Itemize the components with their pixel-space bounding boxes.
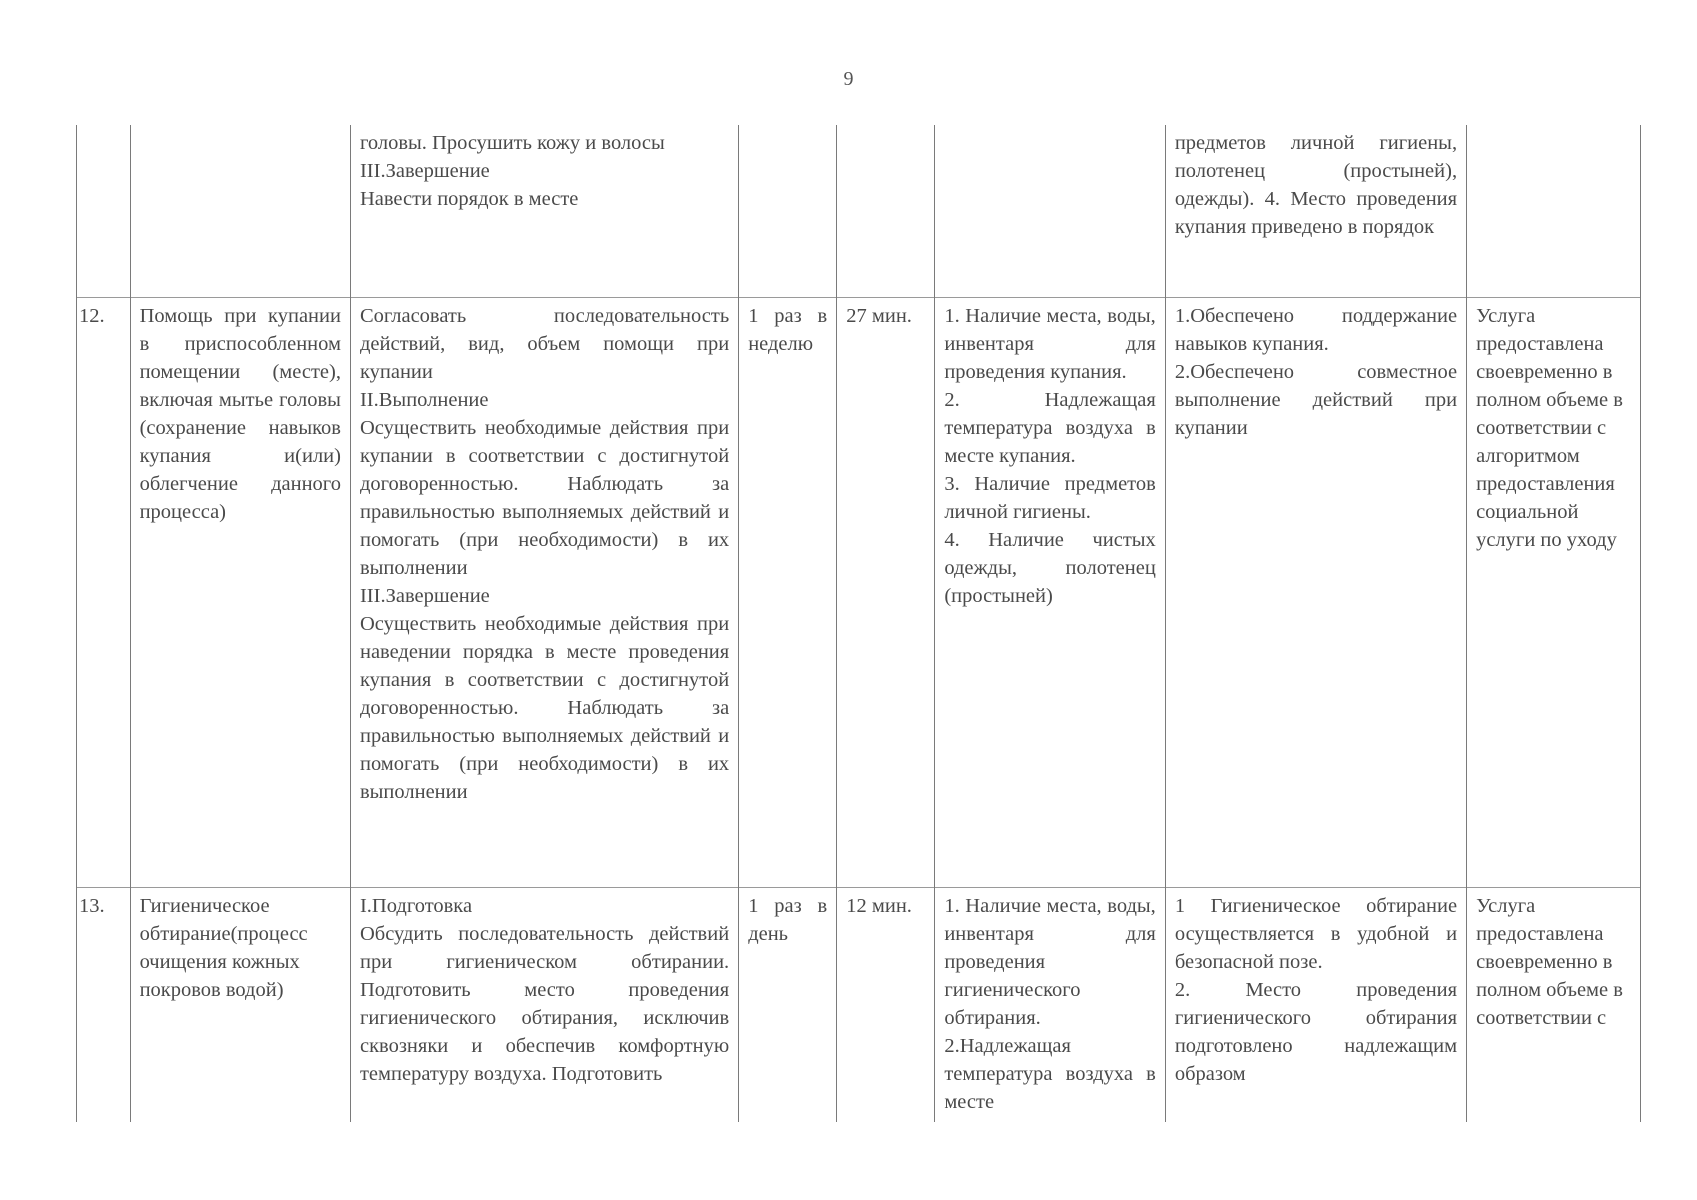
service-actions <box>350 297 738 887</box>
row-number: 13. <box>77 887 131 1122</box>
service-actions <box>350 125 738 297</box>
action-paragraph: головы. Просушить кожу и волосы <box>359 132 665 154</box>
action-paragraph: Обсудить последовательность действий при гигиеническом обтирании. Подготовить место проведения гигиенического обтирания, исключив сквозняки и обеспечив комфортную температуру воздуха. Подготовить <box>359 922 730 1085</box>
row-number: 12. <box>77 297 131 887</box>
service-conditions <box>935 125 1166 297</box>
condition-item: 1. Наличие места, воды, инвентаря для проведения купания. <box>944 304 1156 383</box>
service-indicators: предметов личной гигиены, полотенец (простыней), одежды). 4. Место проведения купания приведено в порядок <box>1165 125 1466 297</box>
service-name: Помощь при купании в приспособленном помещении (месте), включая мытье головы (сохранение навыков купания и(или) облегчение данного процесса) <box>130 297 350 887</box>
services-table <box>76 125 1641 1122</box>
service-evaluation: Услуга предоставлена своевременно в полном объеме в соответствии с <box>1467 887 1641 1122</box>
service-actions <box>350 887 738 1122</box>
indicator-item: 2.Обеспечено совместное выполнение действий при купании <box>1174 360 1458 439</box>
condition-item: 1. Наличие места, воды, инвентаря для проведения гигиенического обтирания. <box>944 894 1156 1029</box>
action-paragraph: Осуществить необходимые действия при наведении порядка в месте проведения купания в соответствии с достигнутой договоренностью. Наблюдать за правильностью выполняемых действий и помогать (при необходимости) в их выполнении <box>359 612 730 803</box>
service-duration <box>837 125 935 297</box>
action-paragraph: Осуществить необходимые действия при купании в соответствии с достигнутой договоренностью. Наблюдать за правильностью выполняемых действий и помогать (при необходимости) в их выполнении <box>359 416 730 579</box>
table-row <box>77 887 1641 1122</box>
service-indicators <box>1165 887 1466 1122</box>
service-conditions <box>935 887 1166 1122</box>
action-paragraph: III.Завершение <box>359 160 490 182</box>
indicator-item: 1.Обеспечено поддержание навыков купания. <box>1174 304 1458 355</box>
condition-item: 3. Наличие предметов личной гигиены. <box>944 472 1156 523</box>
table-row <box>77 297 1641 887</box>
action-paragraph: Согласовать последовательность действий, вид, объем помощи при купании <box>359 304 730 383</box>
page-number: 9 <box>843 68 854 90</box>
service-frequency: 1 раз в неделю <box>739 297 837 887</box>
condition-item: 4. Наличие чистых одежды, полотенец (простыней) <box>944 528 1156 607</box>
service-duration: 12 мин. <box>837 887 935 1122</box>
row-number <box>77 125 131 297</box>
indicator-item: 2. Место проведения гигиенического обтирания подготовлено надлежащим образом <box>1174 978 1458 1085</box>
service-frequency: 1 раз в день <box>739 887 837 1122</box>
indicator-item: 1 Гигиеническое обтирание осуществляется в удобной и безопасной позе. <box>1174 894 1458 973</box>
service-name: Гигиеническое обтирание(процесс очищения кожных покровов водой) <box>130 887 350 1122</box>
table-row <box>77 125 1641 297</box>
action-paragraph: I.Подготовка <box>359 894 473 917</box>
action-paragraph: II.Выполнение <box>359 388 489 411</box>
action-paragraph: Навести порядок в месте <box>359 188 579 210</box>
action-paragraph: III.Завершение <box>359 584 490 607</box>
condition-item: 2.Надлежащая температура воздуха в месте <box>944 1034 1156 1113</box>
service-frequency <box>739 125 837 297</box>
condition-item: 2. Надлежащая температура воздуха в месте купания. <box>944 388 1156 467</box>
service-evaluation <box>1467 125 1641 297</box>
service-evaluation: Услуга предоставлена своевременно в полном объеме в соответствии с алгоритмом предоставления социальной услуги по уходу <box>1467 297 1641 887</box>
service-conditions <box>935 297 1166 887</box>
service-name <box>130 125 350 297</box>
service-indicators <box>1165 297 1466 887</box>
service-duration: 27 мин. <box>837 297 935 887</box>
